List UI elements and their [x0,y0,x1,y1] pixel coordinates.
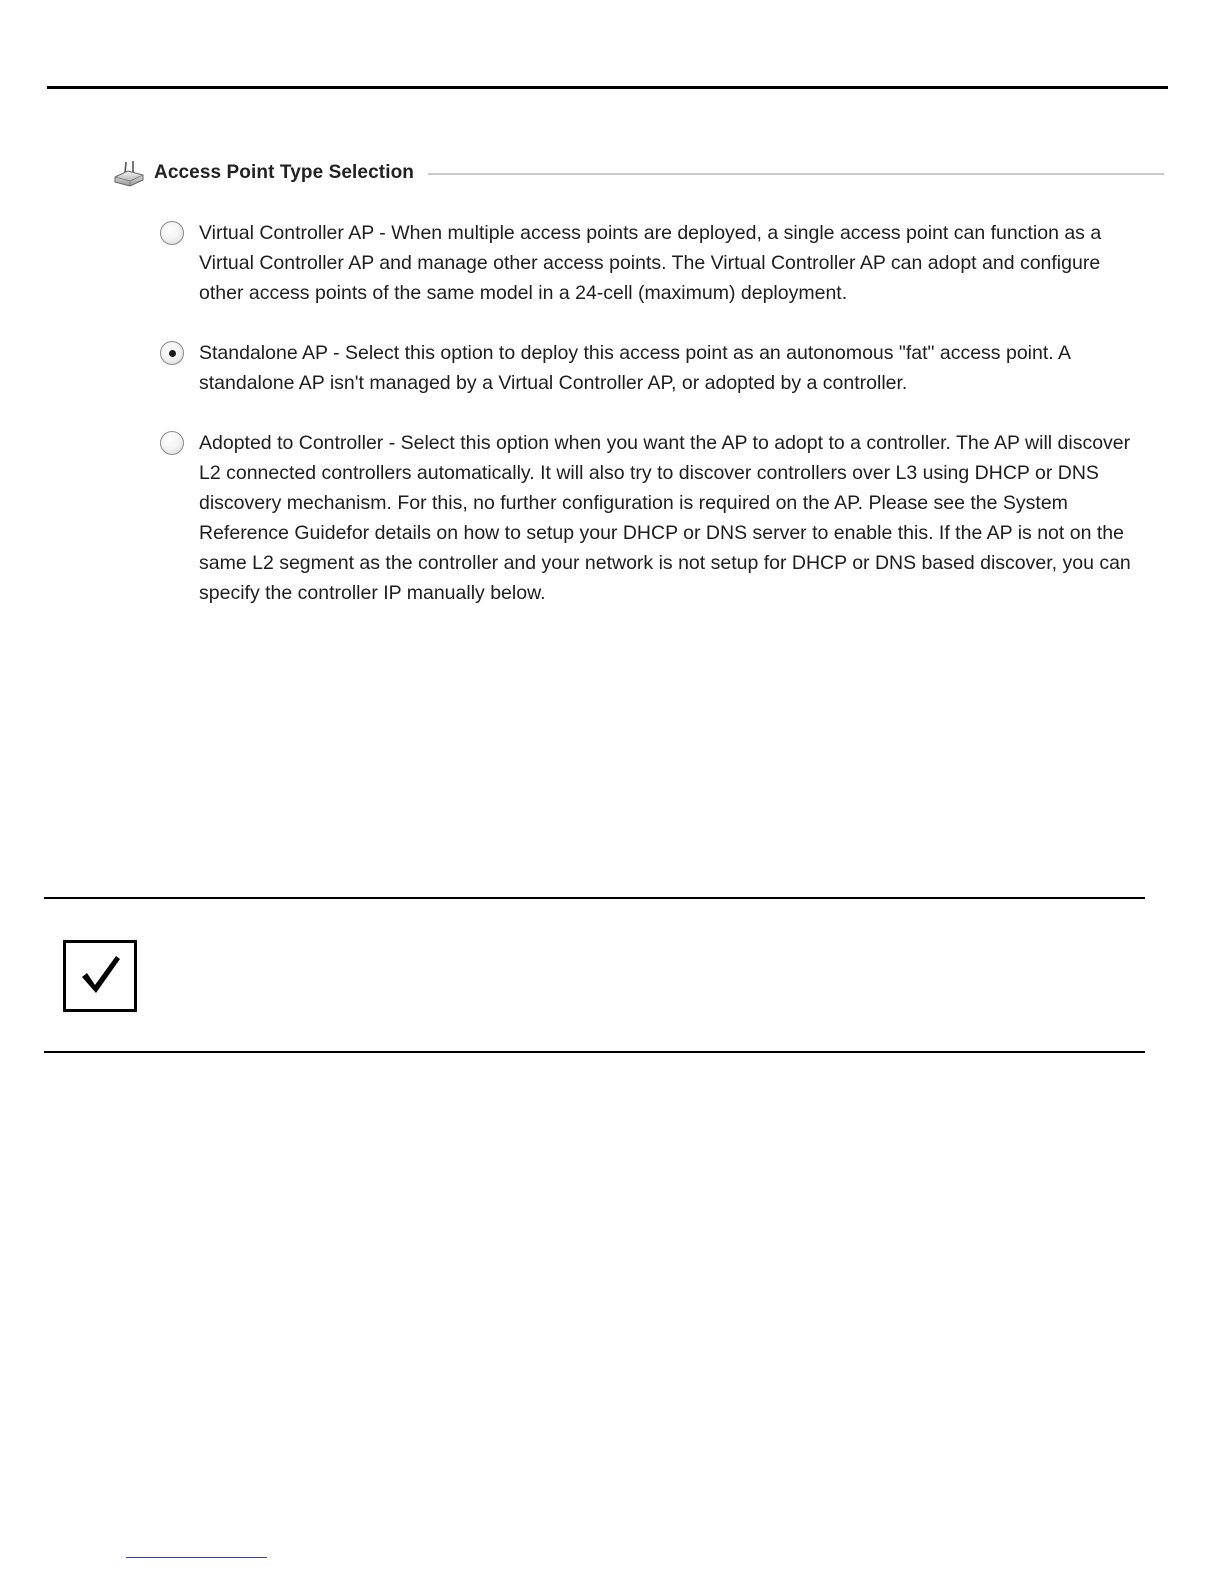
checkmark-icon [76,950,124,1003]
note-top-rule [44,897,1145,899]
section-divider [428,173,1164,175]
option-virtual-controller-ap[interactable] [160,218,1145,308]
standalone-radio[interactable] [160,341,184,365]
option-label: Standalone AP - Select this option to deploy this access point as an autonomous "fat" access point. A standalone AP isn't managed by a Virtual Controller AP, or adopted by a controller. [199,342,1070,394]
section-header [112,158,1164,188]
option-standalone-ap[interactable] [160,338,1145,398]
page-top-rule [47,86,1168,89]
virtual-controller-radio[interactable] [160,221,184,245]
access-point-icon [112,158,146,188]
adopted-controller-radio[interactable] [160,431,184,455]
note-bottom-rule [44,1051,1145,1053]
note-box [63,940,137,1012]
option-adopted-to-controller[interactable] [160,428,1145,608]
section-title: Access Point Type Selection [154,162,414,183]
footer-link-underline [126,1557,267,1558]
option-label: Adopted to Controller - Select this option when you want the AP to adopt to a controller. The AP will discover L2 connected controllers automatically. It will also try to discover controllers over L3 using DHCP or DNS discovery mechanism. For this, no further configuration is required on the AP. Please see the System Reference Guidefor details on how to setup your DHCP or DNS server to enable this. If the AP is not on the same L2 segment as the controller and your network is not setup for DHCP or DNS based discover, you can specify the controller IP manually below. [199,432,1131,604]
option-label: Virtual Controller AP - When multiple access points are deployed, a single access point can function as a Virtual Controller AP and manage other access points. The Virtual Controller AP can adopt and configure other access points of the same model in a 24-cell (maximum) deployment. [199,222,1102,304]
